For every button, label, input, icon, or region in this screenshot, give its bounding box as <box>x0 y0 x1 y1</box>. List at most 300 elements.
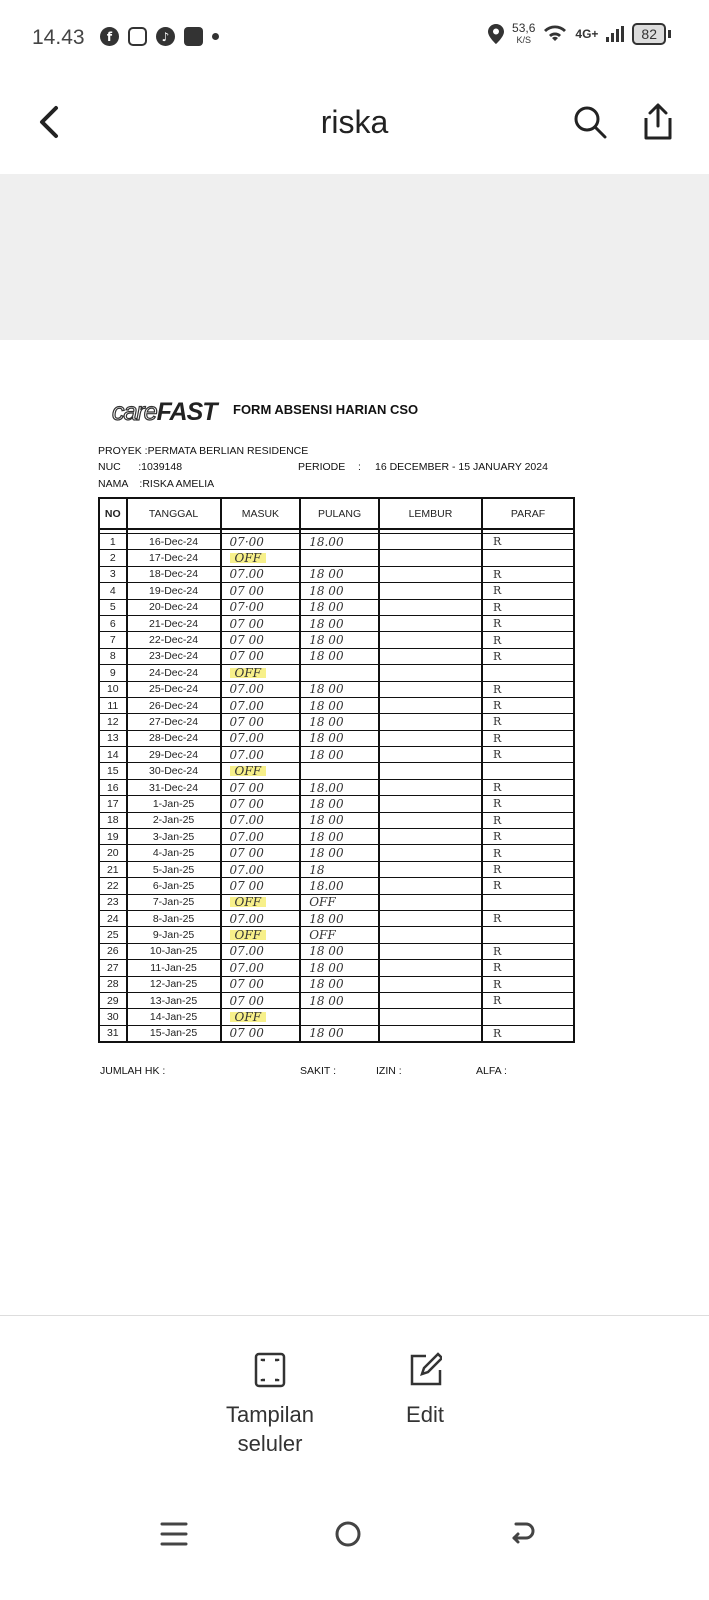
row-lembur <box>379 665 482 681</box>
back-nav-icon <box>508 1520 536 1548</box>
row-tanggal-value: 27-Dec-24 <box>149 715 199 728</box>
row-paraf-value: R <box>493 699 502 713</box>
row-tanggal <box>127 697 221 713</box>
row-no <box>99 615 127 631</box>
row-tanggal-value: 6-Jan-25 <box>152 879 195 892</box>
row-no <box>99 730 127 746</box>
row-paraf <box>482 714 574 730</box>
col-header-no: NO <box>99 498 127 529</box>
row-paraf <box>482 599 574 615</box>
row-no-value: 9 <box>109 666 116 679</box>
row-tanggal <box>127 599 221 615</box>
row-no-value: 31 <box>106 1027 119 1040</box>
row-masuk-value: 07 00 <box>229 796 264 811</box>
row-lembur <box>379 845 482 861</box>
row-paraf-value: R <box>493 715 502 729</box>
row-paraf <box>482 779 574 795</box>
row-no-value: 27 <box>106 961 119 974</box>
system-nav-bar <box>0 1500 709 1600</box>
status-right <box>488 22 671 46</box>
row-pulang <box>300 615 379 631</box>
col-header-lembur: LEMBUR <box>379 498 482 529</box>
row-lembur <box>379 681 482 697</box>
row-paraf <box>482 550 574 566</box>
row-paraf <box>482 648 574 664</box>
row-paraf <box>482 1025 574 1042</box>
row-lembur <box>379 992 482 1008</box>
row-lembur <box>379 697 482 713</box>
row-tanggal <box>127 681 221 697</box>
col-header-masuk: MASUK <box>221 498 301 529</box>
row-tanggal <box>127 615 221 631</box>
row-paraf <box>482 665 574 681</box>
row-masuk-value: 07.00 <box>229 567 264 582</box>
row-tanggal <box>127 1025 221 1042</box>
row-masuk-value: 07 00 <box>229 633 264 648</box>
row-tanggal-value: 11-Jan-25 <box>150 961 197 974</box>
row-masuk <box>221 1025 301 1042</box>
row-tanggal-value: 12-Jan-25 <box>149 978 198 991</box>
row-paraf-value: R <box>493 617 502 631</box>
row-pulang-value: 18 00 <box>309 829 344 844</box>
row-paraf-value: R <box>493 863 502 876</box>
row-no-value: 17 <box>106 797 119 810</box>
speed-value: 53,6 <box>512 21 536 35</box>
row-no-value: 12 <box>106 715 119 728</box>
row-tanggal <box>127 730 221 746</box>
row-tanggal <box>127 845 221 861</box>
row-lembur <box>379 829 482 845</box>
logo-care-text: care <box>112 398 157 426</box>
nama-line: NAMA :RISKA AMELIA <box>98 478 215 490</box>
row-masuk-value: 07 00 <box>229 977 264 992</box>
table-row <box>99 845 574 861</box>
row-pulang-value: 18 00 <box>309 600 344 615</box>
row-tanggal-value: 23-Dec-24 <box>149 650 199 663</box>
row-no-value: 18 <box>106 814 119 827</box>
status-bar <box>0 0 709 76</box>
row-no-value: 19 <box>106 830 119 843</box>
table-row <box>99 566 574 582</box>
row-paraf-value: R <box>493 879 502 893</box>
row-tanggal <box>127 910 221 926</box>
row-lembur <box>379 910 482 926</box>
row-paraf-value: R <box>493 584 502 598</box>
row-paraf-value: R <box>493 961 502 975</box>
row-tanggal-value: 25-Dec-24 <box>149 683 199 696</box>
row-paraf <box>482 861 574 877</box>
alfa-label: ALFA : <box>476 1065 507 1077</box>
row-masuk-value: 07.00 <box>229 747 264 762</box>
row-no-value: 23 <box>106 896 119 909</box>
row-masuk-value: 07.00 <box>229 911 264 926</box>
row-no <box>99 747 127 763</box>
row-no-value: 11 <box>107 699 119 712</box>
row-masuk-value: 07·00 <box>229 600 264 615</box>
mobile-view-label: Tampilan seluler <box>225 1402 315 1456</box>
row-tanggal-value: 24-Dec-24 <box>149 666 199 679</box>
row-tanggal <box>127 894 221 910</box>
row-no-value: 4 <box>109 584 116 597</box>
row-tanggal-value: 5-Jan-25 <box>152 863 195 876</box>
row-pulang <box>300 878 379 894</box>
row-masuk <box>221 861 301 877</box>
row-paraf-value: R <box>493 912 502 926</box>
home-icon <box>334 1520 362 1548</box>
row-paraf <box>482 583 574 599</box>
row-paraf-value: R <box>493 781 502 795</box>
row-no-value: 26 <box>106 945 119 958</box>
row-tanggal-value: 22-Dec-24 <box>149 634 199 647</box>
row-masuk <box>221 992 301 1008</box>
row-pulang-value: 18 00 <box>309 993 344 1008</box>
row-pulang-value: 18 00 <box>309 714 344 729</box>
col-header-pulang: PULANG <box>300 498 379 529</box>
table-header-row <box>99 498 574 529</box>
row-no-value: 20 <box>106 847 119 860</box>
row-no-value: 10 <box>106 683 119 696</box>
row-masuk <box>221 812 301 828</box>
row-pulang-value: 18.00 <box>309 878 344 893</box>
table-row <box>99 894 574 910</box>
row-no <box>99 812 127 828</box>
row-paraf <box>482 960 574 976</box>
row-tanggal <box>127 943 221 959</box>
row-paraf-value: R <box>493 944 502 958</box>
row-paraf-value: R <box>493 748 502 762</box>
row-pulang-value: OFF <box>309 895 336 910</box>
app-header <box>0 76 709 174</box>
row-tanggal-value: 26-Dec-24 <box>149 699 199 712</box>
row-masuk <box>221 976 301 992</box>
row-paraf <box>482 747 574 763</box>
speed-unit: K/S <box>516 35 531 45</box>
signal-icon <box>606 26 624 42</box>
row-lembur <box>379 747 482 763</box>
nuc-line: NUC :1039148 <box>98 461 183 473</box>
row-tanggal <box>127 665 221 681</box>
row-lembur <box>379 730 482 746</box>
logo-fast-text: FAST <box>156 398 217 426</box>
row-masuk-value: 07.00 <box>229 682 264 697</box>
row-no <box>99 910 127 926</box>
row-tanggal-value: 30-Dec-24 <box>149 765 199 778</box>
row-no <box>99 550 127 566</box>
attendance-table <box>98 497 575 1043</box>
row-lembur <box>379 976 482 992</box>
row-masuk <box>221 878 301 894</box>
row-pulang-value: 18 00 <box>309 633 344 648</box>
row-no <box>99 894 127 910</box>
location-icon <box>488 24 504 44</box>
row-pulang <box>300 910 379 926</box>
table-row <box>99 910 574 926</box>
row-paraf-value: R <box>493 600 502 614</box>
table-row <box>99 779 574 795</box>
row-no-value: 30 <box>106 1011 119 1024</box>
row-pulang <box>300 583 379 599</box>
facebook-icon: f <box>100 27 119 46</box>
row-no <box>99 845 127 861</box>
row-pulang <box>300 714 379 730</box>
row-tanggal <box>127 550 221 566</box>
table-row <box>99 943 574 959</box>
table-row <box>99 714 574 730</box>
row-pulang <box>300 599 379 615</box>
row-pulang <box>300 861 379 877</box>
row-lembur <box>379 550 482 566</box>
row-no <box>99 583 127 599</box>
row-tanggal-value: 19-Dec-24 <box>149 584 199 597</box>
row-lembur <box>379 1025 482 1042</box>
row-masuk-value: 07·00 <box>229 534 264 549</box>
document-top-band <box>0 174 709 340</box>
row-tanggal <box>127 763 221 779</box>
row-paraf-value: R <box>493 977 502 991</box>
row-tanggal-value: 14-Jan-25 <box>149 1011 198 1024</box>
row-masuk <box>221 665 301 681</box>
table-row <box>99 992 574 1008</box>
row-lembur <box>379 812 482 828</box>
table-row <box>99 534 574 550</box>
row-no-value: 13 <box>106 732 119 745</box>
row-paraf <box>482 927 574 943</box>
row-no <box>99 960 127 976</box>
row-tanggal <box>127 1009 221 1025</box>
row-pulang-value: 18 00 <box>309 911 344 926</box>
row-paraf <box>482 829 574 845</box>
row-tanggal <box>127 796 221 812</box>
row-tanggal-value: 2-Jan-25 <box>152 814 195 827</box>
row-no-value: 2 <box>109 552 116 565</box>
row-masuk <box>221 960 301 976</box>
row-pulang <box>300 1009 379 1025</box>
search-icon[interactable] <box>572 104 608 140</box>
row-no <box>99 714 127 730</box>
row-tanggal-value: 17-Dec-24 <box>149 552 199 565</box>
row-pulang-value: 18 00 <box>309 944 344 959</box>
row-masuk <box>221 845 301 861</box>
edit-label: Edit <box>406 1402 444 1427</box>
row-paraf <box>482 796 574 812</box>
row-masuk-value: 07 00 <box>229 878 264 893</box>
row-paraf-value: R <box>493 797 502 811</box>
row-pulang <box>300 730 379 746</box>
row-no-value: 6 <box>109 617 116 630</box>
row-paraf-value: R <box>493 567 502 581</box>
edit-button[interactable] <box>395 1352 455 1429</box>
row-no-value: 25 <box>106 929 119 942</box>
row-no-value: 16 <box>106 781 119 794</box>
row-tanggal <box>127 779 221 795</box>
table-row <box>99 1009 574 1025</box>
back-nav-button[interactable] <box>502 1514 542 1554</box>
row-lembur <box>379 714 482 730</box>
row-lembur <box>379 599 482 615</box>
row-tanggal <box>127 747 221 763</box>
row-tanggal-value: 13-Jan-25 <box>149 994 198 1007</box>
row-no-value: 8 <box>109 650 116 663</box>
row-tanggal <box>127 648 221 664</box>
row-masuk-value: 07 00 <box>229 616 264 631</box>
row-lembur <box>379 861 482 877</box>
row-tanggal-value: 28-Dec-24 <box>149 732 199 745</box>
row-pulang <box>300 632 379 648</box>
row-tanggal <box>127 566 221 582</box>
row-tanggal <box>127 960 221 976</box>
row-paraf <box>482 943 574 959</box>
fullscreen-icon <box>254 1352 286 1388</box>
home-button[interactable] <box>328 1514 368 1554</box>
periode-label: PERIODE <box>298 461 346 473</box>
mobile-view-button[interactable] <box>210 1352 330 1458</box>
row-masuk <box>221 681 301 697</box>
row-paraf <box>482 632 574 648</box>
row-no <box>99 943 127 959</box>
row-no <box>99 632 127 648</box>
row-no <box>99 796 127 812</box>
row-masuk <box>221 730 301 746</box>
row-no <box>99 566 127 582</box>
row-no-value: 7 <box>109 634 116 647</box>
row-tanggal-value: 15-Jan-25 <box>149 1027 198 1040</box>
row-paraf-value: R <box>493 830 502 844</box>
row-paraf-value: R <box>493 846 502 860</box>
row-pulang <box>300 534 379 550</box>
row-paraf <box>482 566 574 582</box>
row-masuk-value: 07 00 <box>229 846 264 861</box>
network-speed <box>512 22 535 46</box>
row-paraf <box>482 730 574 746</box>
table-row <box>99 583 574 599</box>
row-paraf-value: R <box>493 682 502 696</box>
row-masuk-value: OFF <box>230 666 267 680</box>
recent-apps-button[interactable] <box>154 1514 194 1554</box>
table-row <box>99 599 574 615</box>
row-tanggal <box>127 976 221 992</box>
row-paraf-value: R <box>493 731 502 745</box>
row-paraf <box>482 534 574 550</box>
row-no-value: 14 <box>106 748 119 761</box>
row-masuk-value: 07.00 <box>229 731 264 746</box>
table-row <box>99 747 574 763</box>
table-row <box>99 878 574 894</box>
instagram-icon <box>128 27 147 46</box>
row-pulang-value: 18 00 <box>309 682 344 697</box>
row-paraf <box>482 910 574 926</box>
row-no-value: 15 <box>106 765 119 778</box>
izin-label: IZIN : <box>376 1065 402 1077</box>
row-masuk <box>221 1009 301 1025</box>
row-lembur <box>379 534 482 550</box>
row-paraf <box>482 763 574 779</box>
row-pulang <box>300 648 379 664</box>
table-row <box>99 632 574 648</box>
row-paraf <box>482 1009 574 1025</box>
row-paraf <box>482 812 574 828</box>
row-pulang <box>300 779 379 795</box>
row-tanggal <box>127 583 221 599</box>
carefast-logo <box>112 398 217 427</box>
row-tanggal-value: 4-Jan-25 <box>152 847 195 860</box>
row-tanggal-value: 10-Jan-25 <box>149 945 198 958</box>
share-icon[interactable] <box>640 102 676 142</box>
row-pulang-value: 18 00 <box>309 1026 344 1041</box>
row-masuk <box>221 583 301 599</box>
table-row <box>99 615 574 631</box>
row-pulang-value: 18 00 <box>309 698 344 713</box>
row-masuk-value: 07.00 <box>229 698 264 713</box>
row-masuk <box>221 697 301 713</box>
row-pulang-value: 18 00 <box>309 583 344 598</box>
battery-tip <box>668 30 671 38</box>
bottom-action-bar <box>0 1315 709 1516</box>
row-masuk-value: 07.00 <box>229 829 264 844</box>
row-masuk-value: 07 00 <box>229 780 264 795</box>
row-lembur <box>379 583 482 599</box>
row-tanggal <box>127 878 221 894</box>
row-no <box>99 878 127 894</box>
row-tanggal <box>127 829 221 845</box>
row-no <box>99 763 127 779</box>
row-pulang <box>300 747 379 763</box>
periode-value: 16 DECEMBER - 15 JANUARY 2024 <box>375 461 548 473</box>
row-masuk <box>221 566 301 582</box>
row-masuk <box>221 632 301 648</box>
row-masuk-value: 07 00 <box>229 993 264 1008</box>
row-masuk-value: OFF <box>230 895 267 909</box>
row-masuk-value: OFF <box>230 1010 267 1024</box>
row-masuk <box>221 648 301 664</box>
row-no <box>99 779 127 795</box>
row-no <box>99 976 127 992</box>
row-pulang-value: 18 00 <box>309 567 344 582</box>
jumlah-hk-label: JUMLAH HK : <box>100 1065 166 1077</box>
table-row <box>99 763 574 779</box>
row-masuk-value: OFF <box>230 551 267 565</box>
row-paraf <box>482 697 574 713</box>
row-no-value: 24 <box>106 912 119 925</box>
proyek-line: PROYEK :PERMATA BERLIAN RESIDENCE <box>98 445 309 457</box>
notification-icons <box>100 27 219 46</box>
row-masuk <box>221 747 301 763</box>
row-no-value: 5 <box>109 601 116 614</box>
row-tanggal-value: 3-Jan-25 <box>152 830 195 843</box>
row-masuk <box>221 615 301 631</box>
row-no <box>99 927 127 943</box>
row-pulang <box>300 894 379 910</box>
row-paraf-value: R <box>493 1026 502 1040</box>
table-row <box>99 976 574 992</box>
row-lembur <box>379 878 482 894</box>
row-pulang-value: 18 00 <box>309 796 344 811</box>
row-tanggal <box>127 861 221 877</box>
row-paraf <box>482 681 574 697</box>
row-pulang <box>300 927 379 943</box>
row-pulang-value: 18.00 <box>309 534 344 549</box>
table-row <box>99 730 574 746</box>
row-lembur <box>379 1009 482 1025</box>
table-row <box>99 1025 574 1042</box>
row-masuk <box>221 927 301 943</box>
row-masuk-value: 07 00 <box>229 649 264 664</box>
row-masuk-value: 07 00 <box>229 714 264 729</box>
row-no-value: 21 <box>106 863 119 876</box>
row-pulang <box>300 829 379 845</box>
table-row <box>99 697 574 713</box>
row-paraf <box>482 878 574 894</box>
row-tanggal-value: 18-Dec-24 <box>149 568 199 581</box>
